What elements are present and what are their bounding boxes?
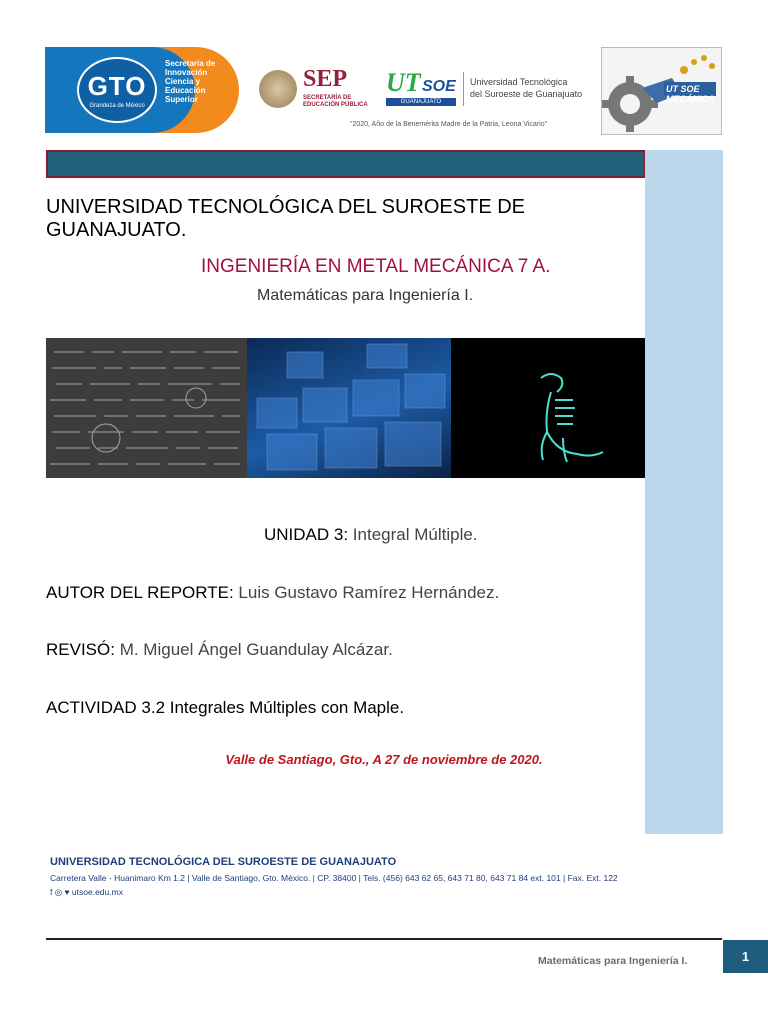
title-bar [46, 150, 646, 178]
footer-address: Carretera Valle - Huanimaro Km 1.2 | Valle de Santiago, Gto. México. | CP. 38400 | Tels. (456) 643 62 65, 643 71 80, 643 71 84 ext. 101 | Fax. Ext. 122 [50, 873, 618, 883]
side-bar [645, 150, 723, 834]
utsoe-logo [386, 68, 458, 110]
career-title: INGENIERÍA EN METAL MECÁNICA 7 A. [201, 256, 551, 277]
mecanica-logo [601, 47, 722, 135]
unit-label: UNIDAD 3: [264, 525, 349, 544]
page-footer-subject: Matemáticas para Ingeniería I. [538, 955, 688, 967]
page-number: 1 [723, 940, 768, 973]
ut-band: GUANAJUATO [386, 98, 456, 106]
gto-emblem [77, 57, 157, 123]
social-icons: f ◎ ♥ [50, 887, 72, 897]
author-label: AUTOR DEL REPORTE: [46, 583, 234, 602]
footer-university: UNIVERSIDAD TECNOLÓGICA DEL SUROESTE DE GUANAJUATO [50, 856, 397, 868]
mexico-seal-icon [259, 70, 297, 108]
year-motto: "2020, Año de la Benemérita Madre de la Patria, Leona Vicario" [350, 121, 548, 128]
chalkboard-equations-image [46, 338, 247, 478]
footer-rule [46, 938, 722, 940]
university-title: UNIVERSIDAD TECNOLÓGICA DEL SUROESTE DE GUANAJUATO. [46, 196, 525, 241]
unit-line [264, 525, 478, 545]
reviewer-label: REVISÓ: [46, 640, 115, 659]
footer-web-line [50, 887, 123, 898]
ut-mark: UT [386, 68, 421, 97]
xray-dog-image [451, 338, 645, 478]
sep-logo-word: SEP [303, 66, 348, 92]
gto-tagline: Grandeza de México [89, 103, 145, 109]
unit-value: Integral Múltiple. [348, 525, 478, 544]
gto-logo [45, 47, 239, 133]
subject-title: Matemáticas para Ingeniería I. [257, 287, 474, 304]
mecanica-logo-text: UT SOE MECÁNICA [666, 84, 715, 104]
reviewer-line [46, 640, 393, 660]
blue-3d-blocks-image [247, 338, 451, 478]
logo-divider [463, 72, 464, 106]
utsoe-name-text [470, 76, 582, 100]
utsoe-name-line2: del Suroeste de Guanajuato [470, 89, 583, 99]
author-line [46, 583, 499, 603]
place-date: Valle de Santiago, Gto., A 27 de noviembre de 2020. [225, 752, 543, 767]
activity-title: ACTIVIDAD 3.2 Integrales Múltiples con Maple. [46, 698, 405, 717]
ut-soe-mark: SOE [422, 78, 456, 95]
gto-mark-text: GTO [87, 71, 147, 101]
gto-secretaria-text: Secretaría de Innovación Ciencia y Educación Superior [165, 59, 216, 104]
author-value: Luis Gustavo Ramírez Hernández. [233, 583, 500, 602]
utsoe-name-line1: Universidad Tecnológica [470, 77, 568, 87]
footer-web[interactable]: utsoe.edu.mx [71, 887, 123, 897]
reviewer-value: M. Miguel Ángel Guandulay Alcázar. [114, 640, 393, 659]
sep-logo-subtitle: SECRETARÍA DE EDUCACIÓN PÚBLICA [303, 95, 368, 108]
